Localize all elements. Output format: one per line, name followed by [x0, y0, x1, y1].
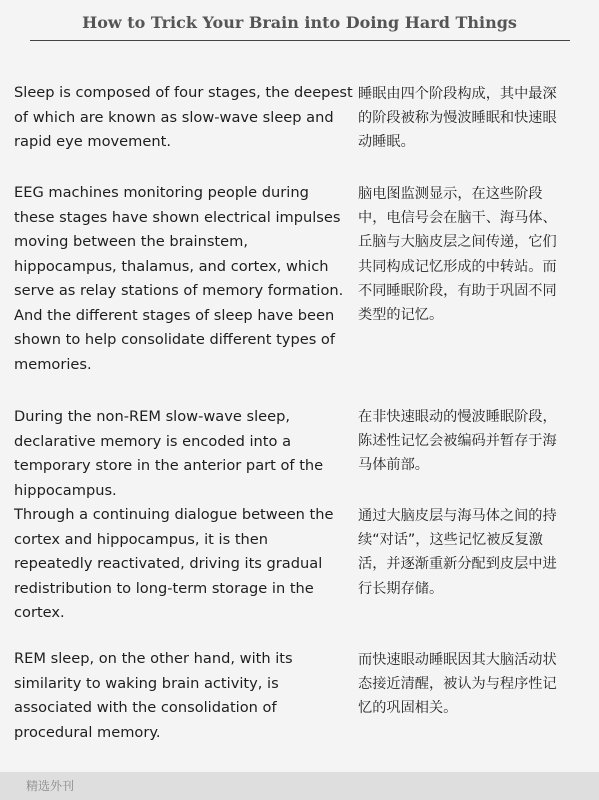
text-line: redistribution to long-term storage in the — [14, 579, 314, 597]
chinese-paragraph-2 — [358, 182, 586, 327]
text-line: 续“对话”，这些记忆被反复激 — [358, 532, 543, 549]
text-line: 中，电信号会在脑干、海马体、 — [358, 210, 557, 227]
chinese-paragraph-3 — [358, 405, 586, 478]
text-line: 类型的记忆。 — [358, 307, 444, 324]
text-line: 而快速眼动睡眠因其大脑活动状 — [358, 652, 557, 668]
text-line: 在非快速眼动的慢波睡眠阶段， — [358, 409, 557, 425]
text-line: 陈述性记忆会被编码并暂存于海 — [358, 433, 557, 450]
chinese-paragraph-5 — [358, 648, 586, 721]
chinese-paragraph-4 — [358, 504, 586, 601]
english-paragraph-3 — [14, 405, 346, 503]
text-line: 动睡眠。 — [358, 134, 415, 151]
text-line: associated with the consolidation of — [14, 699, 277, 716]
text-line: 丘脑与大脑皮层之间传递，它们 — [358, 234, 557, 251]
text-line: shown to help consolidate different types of — [14, 331, 335, 348]
text-line: 不同睡眠阶段，有助于巩固不同 — [358, 282, 557, 299]
text-line: cortex. — [14, 604, 65, 621]
footer-label: 精选外刊 — [26, 779, 75, 793]
text-line: rapid eye movement. — [14, 133, 171, 150]
text-line: temporary store in the anterior part of the — [14, 457, 324, 474]
text-line: 通过大脑皮层与海马体之间的持 — [358, 508, 557, 524]
text-line: REM sleep, on the other hand, with its — [14, 650, 293, 667]
text-line: 的阶段被称为慢波睡眠和快速眼 — [358, 110, 557, 127]
text-line: similarity to waking brain activity, is — [14, 674, 279, 692]
text-line: 马体前部。 — [358, 457, 429, 474]
text-line: 态接近清醒，被认为与程序性记 — [358, 676, 557, 693]
text-line: procedural memory. — [14, 723, 161, 741]
text-line: Sleep is composed of four stages, the deepest — [14, 84, 353, 101]
chinese-paragraph-1 — [358, 82, 586, 155]
text-line: 忆的巩固相关。 — [358, 700, 458, 717]
text-line: 脑电图监测显示，在这些阶段 — [358, 186, 543, 202]
text-line: cortex and hippocampus, it is then — [14, 530, 269, 548]
text-line: Through a continuing dialogue between the — [14, 506, 334, 523]
text-line: 行长期存储。 — [358, 580, 444, 597]
english-paragraph-4 — [14, 503, 346, 626]
text-line: During the non-REM slow-wave sleep, — [14, 408, 291, 425]
text-line: repeatedly reactivated, driving its gradual — [14, 555, 323, 572]
english-paragraph-1 — [14, 81, 353, 155]
title-divider — [30, 40, 570, 41]
text-line: And the different stages of sleep have been — [14, 306, 335, 324]
text-line: memories. — [14, 355, 92, 373]
text-line: hippocampus. — [14, 481, 117, 499]
text-line: moving between the brainstem, — [14, 233, 248, 250]
page-title: How to Trick Your Brain into Doing Hard Things — [82, 13, 517, 32]
footer-bar — [0, 772, 599, 800]
text-line: 共同构成记忆形成的中转站。而 — [358, 258, 557, 275]
english-paragraph-2 — [14, 181, 346, 377]
text-line: these stages have shown electrical impulses — [14, 208, 341, 226]
text-line: serve as relay stations of memory formation. — [14, 282, 344, 299]
text-line: 活，并逐渐重新分配到皮层中进 — [358, 556, 557, 573]
text-line: EEG machines monitoring people during — [14, 184, 309, 201]
text-line: hippocampus, thalamus, and cortex, which — [14, 257, 329, 275]
text-line: declarative memory is encoded into a — [14, 432, 292, 450]
english-paragraph-5 — [14, 647, 346, 745]
text-line: 睡眠由四个阶段构成，其中最深 — [358, 86, 557, 102]
text-line: of which are known as slow-wave sleep and — [14, 108, 334, 126]
